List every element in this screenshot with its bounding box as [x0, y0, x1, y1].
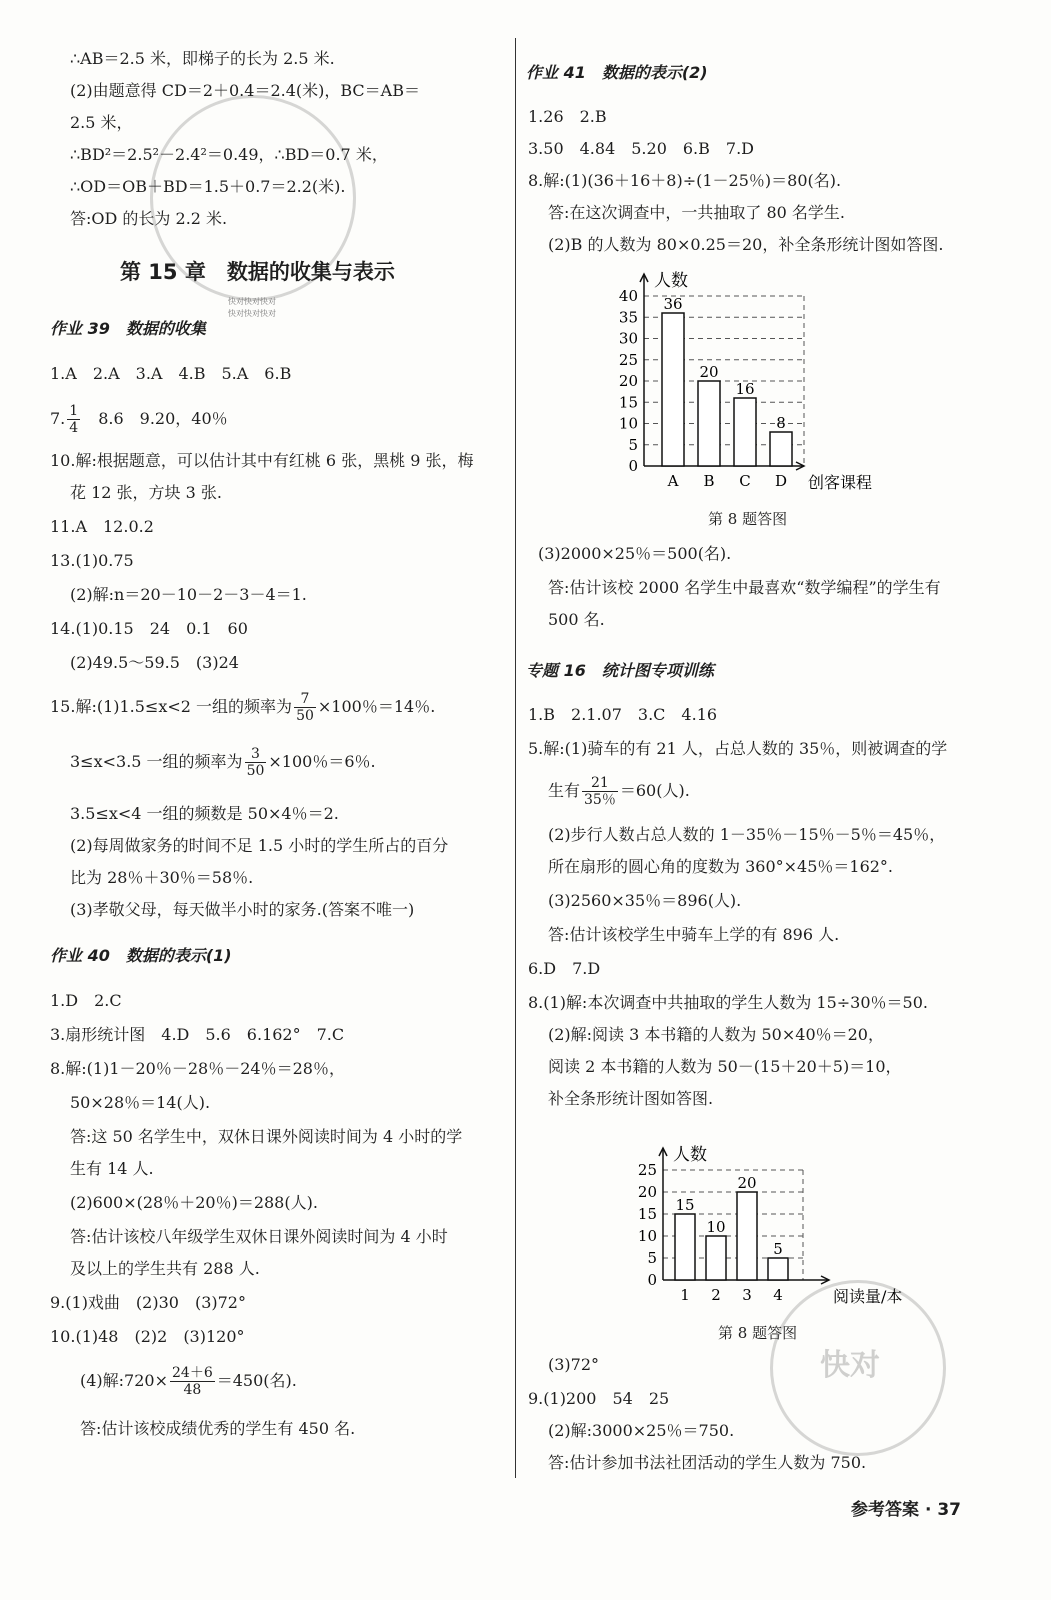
text-line: 答:估计该校 2000 名学生中最喜欢“数学编程”的学生有: [548, 578, 941, 597]
text-line: (2)每周做家务的时间不足 1.5 小时的学生所占的百分: [70, 836, 449, 855]
y-tick-label: 20: [618, 372, 638, 390]
x-tick-label: C: [739, 472, 751, 490]
x-tick-label: 4: [773, 1286, 783, 1304]
text-span: ×100％＝6％.: [268, 752, 376, 771]
text-line: (3)2560×35％＝896(人).: [548, 891, 742, 910]
x-tick-label: 3: [742, 1286, 752, 1304]
x-axis-label: 创客课程: [808, 473, 873, 492]
text-line: ∴AB＝2.5 米，即梯子的长为 2.5 米.: [70, 49, 335, 68]
y-tick-label: 15: [618, 393, 638, 412]
text-line: 8.解:(1)1－20％－28％－24％＝28％，: [50, 1059, 345, 1078]
text-span: 生有: [548, 781, 581, 800]
y-tick-label: 0: [628, 457, 638, 475]
text-span: (4)解:720×: [80, 1371, 169, 1390]
fraction: [67, 403, 80, 436]
bar: [662, 313, 684, 466]
text-line: 答:这 50 名学生中，双休日课外阅读时间为 4 小时的学: [70, 1127, 463, 1146]
y-tick-label: 25: [637, 1161, 657, 1179]
numerator: 1: [69, 403, 79, 419]
section-title-hw41: 作业 41 数据的表示(2): [526, 63, 708, 82]
bar-chart-creative-courses: [608, 266, 908, 496]
text-line: [50, 688, 435, 726]
text-line: (2)600×(28％＋20％)＝288(人).: [70, 1193, 318, 1212]
text-line: 补全条形统计图如答图.: [548, 1089, 714, 1108]
y-tick-label: 0: [647, 1271, 657, 1289]
text-line: 3.5≤x<4 一组的频数是 50×4％＝2.: [70, 804, 339, 823]
fraction: [294, 691, 316, 724]
text-line: 阅读 2 本书籍的人数为 50－(15＋20＋5)＝10，: [548, 1057, 902, 1076]
x-tick-label: 2: [711, 1286, 721, 1304]
text-line: 答:OD 的长为 2.2 米.: [70, 209, 228, 228]
y-tick-label: 25: [618, 350, 638, 369]
denominator: 50: [246, 763, 265, 779]
x-tick-label: B: [703, 472, 715, 490]
text-line: 1.26 2.B: [528, 107, 607, 126]
text-line: (2)由题意得 CD＝2＋0.4＝2.4(米)，BC＝AB＝: [70, 81, 420, 100]
fraction: [245, 746, 267, 779]
text-line: (2)解:阅读 3 本书籍的人数为 50×40％＝20，: [548, 1025, 884, 1044]
text-line: (3)2000×25％＝500(名).: [538, 544, 732, 563]
y-tick-label: 10: [637, 1227, 657, 1245]
y-tick-label: 5: [647, 1249, 657, 1267]
watermark-text: 快对快对快对: [228, 297, 276, 306]
bar-value-label: 10: [706, 1218, 726, 1236]
text-line: 3.扇形统计图 4.D 5.6 6.162° 7.C: [50, 1025, 345, 1044]
text-line: (2)49.5～59.5 (3)24: [70, 653, 239, 672]
text-line: 9.(1)戏曲 (2)30 (3)72°: [50, 1293, 246, 1312]
text-line: 1.B 2.1.07 3.C 4.16: [528, 705, 718, 724]
text-line: 及以上的学生共有 288 人.: [70, 1259, 260, 1278]
text-line: 13.(1)0.75: [50, 551, 134, 570]
text-line: 3.50 4.84 5.20 6.B 7.D: [528, 139, 754, 158]
bar-chart-reading: [633, 1116, 903, 1316]
denominator: 35％: [584, 792, 616, 808]
text-line: (2)解:3000×25％＝750.: [548, 1421, 735, 1440]
text-line: 1.A 2.A 3.A 4.B 5.A 6.B: [50, 364, 292, 383]
section-title-hw40: 作业 40 数据的表示(1): [50, 946, 232, 965]
text-span: ×100％＝14％.: [317, 697, 436, 716]
denominator: 48: [183, 1382, 202, 1398]
text-line: 花 12 张，方块 3 张.: [70, 483, 222, 502]
text-line: (3)孝敬父母，每天做半小时的家务.(答案不唯一): [70, 900, 415, 919]
text-line: ∴BD²＝2.5²－2.4²＝0.49，∴BD＝0.7 米，: [70, 145, 388, 164]
numerator: 3: [245, 746, 267, 763]
bar: [737, 1192, 757, 1280]
text-line: 10.(1)48 (2)2 (3)120°: [50, 1327, 245, 1346]
bar-value-label: 15: [675, 1196, 695, 1214]
column-divider: [515, 38, 516, 1478]
bar: [768, 1258, 788, 1280]
x-tick-label: A: [667, 472, 679, 490]
y-axis-label: 人数: [654, 271, 688, 291]
bar-value-label: 20: [737, 1174, 757, 1192]
text-span: 3≤x<3.5 一组的频率为: [70, 752, 243, 771]
text-line: [70, 743, 376, 781]
text-line: 所在扇形的圆心角的度数为 360°×45％＝162°.: [548, 857, 894, 876]
text-span: ＝450(名).: [216, 1371, 297, 1390]
text-line: 答:在这次调查中，一共抽取了 80 名学生.: [548, 203, 846, 222]
text-line: 比为 28％＋30％＝58％.: [70, 868, 254, 887]
text-line: (3)72°: [548, 1355, 600, 1374]
y-tick-label: 30: [618, 329, 638, 348]
text-line: 9.(1)200 54 25: [528, 1389, 670, 1408]
text-line: 5.解:(1)骑车的有 21 人，占总人数的 35％，则被调查的学: [528, 739, 948, 758]
text-line: [548, 772, 690, 810]
text-span: 7.: [50, 409, 66, 428]
y-axis-label: 人数: [673, 1145, 707, 1165]
text-line: (2)B 的人数为 80×0.25＝20，补全条形统计图如答图.: [548, 235, 944, 254]
text-span: ＝60(人).: [619, 781, 690, 800]
denominator: 4: [69, 420, 79, 436]
y-tick-label: 20: [637, 1183, 657, 1201]
x-tick-label: D: [774, 472, 788, 490]
bar: [706, 1236, 726, 1280]
text-line: 生有 14 人.: [70, 1159, 154, 1178]
text-line: 11.A 12.0.2: [50, 517, 154, 536]
chart-caption: 第 8 题答图: [718, 1324, 798, 1342]
text-line: 答:估计该校成绩优秀的学生有 450 名.: [80, 1419, 356, 1438]
chart-caption: 第 8 题答图: [708, 510, 788, 528]
text-line: 答:估计该校八年级学生双休日课外阅读时间为 4 小时: [70, 1227, 448, 1246]
y-tick-label: 35: [618, 308, 638, 327]
text-line: (2)解:n＝20－10－2－3－4＝1.: [70, 585, 307, 604]
text-line: 14.(1)0.15 24 0.1 60: [50, 619, 248, 638]
text-span: 15.解:(1)1.5≤x<2 一组的频率为: [50, 697, 293, 716]
x-tick-label: 1: [680, 1286, 690, 1304]
bar-value-label: 16: [735, 380, 755, 398]
numerator: 7: [294, 691, 316, 708]
text-line: 50×28％＝14(人).: [70, 1093, 211, 1112]
fraction: [170, 1365, 215, 1398]
section-title-hw39: 作业 39 数据的收集: [50, 319, 206, 338]
text-line: 8.(1)解:本次调查中共抽取的学生人数为 15÷30％＝50.: [528, 993, 928, 1012]
chapter-title: 第 15 章 数据的收集与表示: [120, 260, 395, 284]
text-line: 500 名.: [548, 610, 605, 629]
y-tick-label: 10: [618, 414, 638, 433]
bar-value-label: 5: [773, 1240, 783, 1258]
text-line: 6.D 7.D: [528, 959, 601, 978]
y-tick-label: 5: [628, 435, 638, 454]
denominator: 50: [296, 708, 314, 724]
stamp-label: 快对: [820, 1348, 880, 1383]
y-tick-label: 15: [637, 1205, 657, 1223]
watermark-text: 快对快对快对: [228, 309, 276, 318]
text-line: 1.D 2.C: [50, 991, 122, 1010]
bar: [698, 381, 720, 466]
page-footer: 参考答案 · 37: [851, 1500, 961, 1520]
numerator: 24＋6: [172, 1365, 213, 1381]
bar-value-label: 20: [699, 363, 719, 381]
text-line: (2)步行人数占总人数的 1－35％－15％－5％＝45％，: [548, 825, 946, 844]
text-line: [50, 400, 228, 438]
numerator: 21: [582, 775, 618, 792]
bar: [675, 1214, 695, 1280]
text-line: [80, 1362, 297, 1400]
text-line: ∴OD＝OB＋BD＝1.5＋0.7＝2.2(米).: [70, 177, 346, 196]
text-line: 答:估计参加书法社团活动的学生人数为 750.: [548, 1453, 867, 1472]
text-span: 8.6 9.20，40％: [82, 409, 228, 428]
text-line: 10.解:根据题意，可以估计其中有红桃 6 张，黑桃 9 张，梅: [50, 451, 474, 470]
section-title-sp16: 专题 16 统计图专项训练: [526, 661, 714, 680]
bar-value-label: 8: [776, 414, 786, 432]
text-line: 2.5 米，: [70, 113, 133, 132]
bar-value-label: 36: [663, 295, 683, 313]
text-line: 8.解:(1)(36＋16＋8)÷(1－25％)＝80(名).: [528, 171, 842, 190]
bar: [734, 398, 756, 466]
y-tick-label: 40: [618, 287, 638, 305]
bar: [770, 432, 792, 466]
fraction: [582, 775, 618, 808]
text-line: 答:估计该校学生中骑车上学的有 896 人.: [548, 925, 840, 944]
x-axis-label: 阅读量/本: [833, 1287, 903, 1306]
